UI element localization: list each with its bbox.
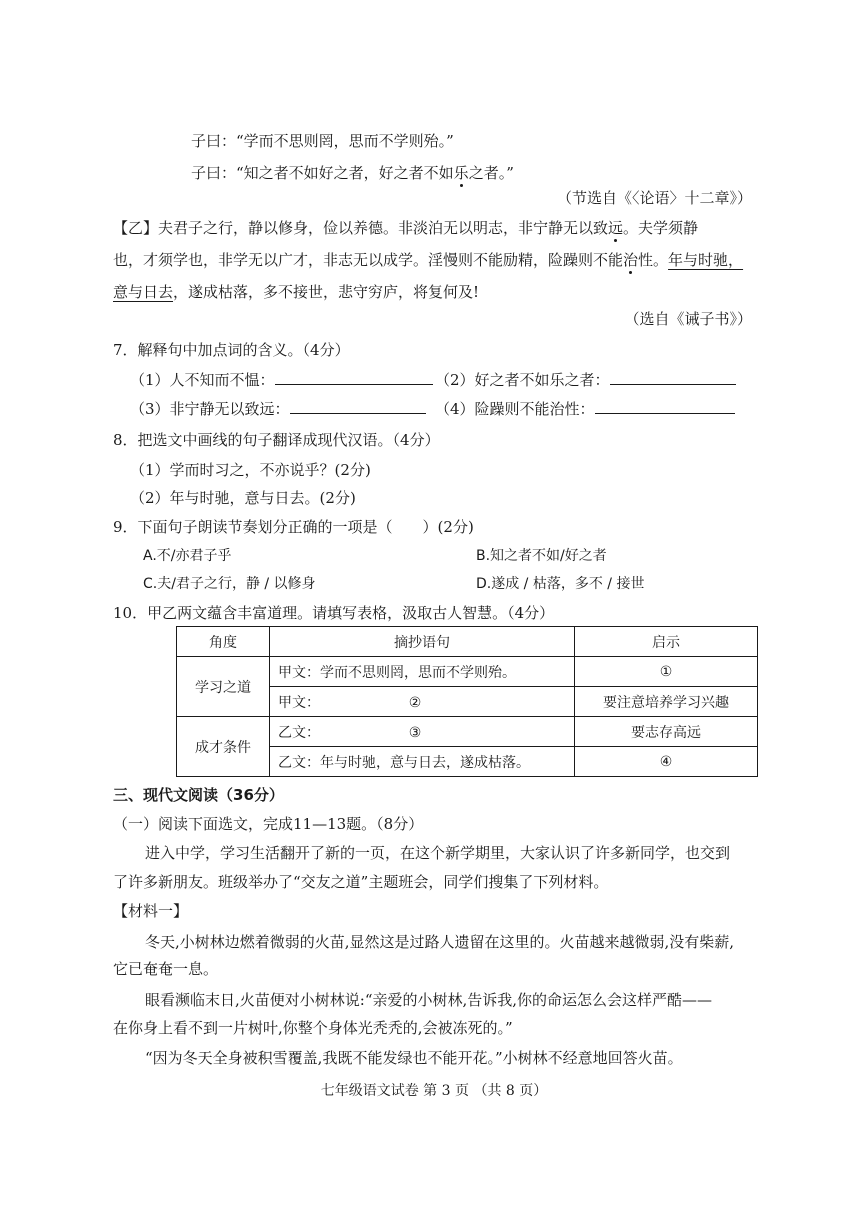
section3-subtitle: （一）阅读下面选文，完成11—13题。（8分） [113,815,424,833]
table-header: 角度 [177,627,270,657]
passage-a-line1: 子曰：“学而不思则罔，思而不学则殆。” [191,132,454,150]
story-line3: 眼看濒临末日,火苗便对小树林说:“亲爱的小树林,告诉我,你的命运怎么会这样严酷—— [145,991,713,1009]
q10-table [176,626,758,777]
page-footer: 七年级语文试卷 第 3 页 （共 8 页） [320,1083,548,1099]
q9-option-d[interactable]: D.遂成 / 枯落，多不 / 接世 [476,576,645,592]
q7-answer4-field[interactable] [595,399,735,414]
table-quote: 乙文： ③ [270,717,575,747]
q8-title: 8．把选文中画线的句子翻译成现代汉语。（4分） [113,431,440,449]
table-answer-slot[interactable]: ② [408,694,422,711]
passage-b-source: （选自《诫子书》） [624,310,752,328]
story-line2: 它已奄奄一息。 [113,960,219,978]
q9-option-b[interactable]: B.知之者不如/好之者 [476,548,607,564]
paragraph-intro-line2: 了许多新朋友。班级举办了“交友之道”主题班会，同学们搜集了下列材料。 [113,873,609,891]
q7-item3: （3）非宁静无以致远： [130,399,426,419]
table-quote: 甲文： ② [270,687,575,717]
q7-item4: （4）险躁则不能治性： [435,399,735,419]
story-line1: 冬天,小树林边燃着微弱的火苗,显然这是过路人遗留在这里的。火苗越来越微弱,没有柴薪, [145,933,735,951]
q7-answer3-field[interactable] [290,399,426,414]
q8-item1: （1）学而时习之，不亦说乎？(2分) [130,461,371,479]
table-row [177,717,758,747]
q8-item2: （2）年与时驰，意与日去。(2分) [130,489,356,507]
q7-item1: （1）人不知而不愠： [130,370,433,390]
table-category: 学习之道 [177,657,270,717]
q7-item2: （2）好之者不如乐之者： [435,370,736,390]
q7-title: 7．解释句中加点词的含义。（4分） [113,341,350,359]
passage-b-line3: 意与日去，遂成枯落，多不接世，悲守穷庐，将复何及! [113,283,480,301]
q9-option-a[interactable]: A.不/亦君子乎 [143,548,232,564]
material-one-heading: 【材料一】 [113,902,189,920]
passage-b-line1: 【乙】夫君子之行，静以修身，俭以养德。非淡泊无以明志，非宁静无以致远。夫学须静 [113,219,699,237]
q7-answer1-field[interactable] [275,370,433,385]
table-insight: 要志存高远 [575,717,758,747]
passage-a-source: （节选自《〈论语〉十二章》） [556,189,752,207]
story-line5: “因为冬天全身被积雪覆盖,我既不能发绿也不能开花。”小树林不经意地回答火苗。 [145,1049,683,1067]
table-answer-slot[interactable]: ④ [575,747,758,777]
q10-title: 10．甲乙两文蕴含丰富道理。请填写表格，汲取古人智慧。（4分） [113,604,555,622]
table-header: 启示 [575,627,758,657]
q7-answer2-field[interactable] [610,370,736,385]
section3-title: 三、现代文阅读（36分） [113,786,284,804]
table-header: 摘抄语句 [270,627,575,657]
q9-title: 9．下面句子朗读节奏划分正确的一项是（ ）(2分) [113,518,474,536]
story-line4: 在你身上看不到一片树叶,你整个身体光秃秃的,会被冻死的。” [113,1019,513,1037]
table-answer-slot[interactable]: ③ [408,724,422,741]
table-insight: 要注意培养学习兴趣 [575,687,758,717]
passage-a-line2: 子曰：“知之者不如好之者，好之者不如乐之者。” [191,164,514,182]
table-quote: 乙文：年与时驰，意与日去，遂成枯落。 [270,747,575,777]
table-row [177,657,758,687]
table-answer-slot[interactable]: ① [575,657,758,687]
q9-option-c[interactable]: C.夫/君子之行，静 / 以修身 [143,576,316,592]
table-quote: 甲文：学而不思则罔，思而不学则殆。 [270,657,575,687]
table-category: 成才条件 [177,717,270,777]
paragraph-intro-line1: 进入中学，学习生活翻开了新的一页，在这个新学期里，大家认识了许多新同学，也交到 [145,844,731,862]
table-header-row [177,627,758,657]
passage-b-line2: 也，才须学也，非学无以广才，非志无以成学。淫慢则不能励精，险躁则不能治性。年与时驰， [113,251,744,269]
